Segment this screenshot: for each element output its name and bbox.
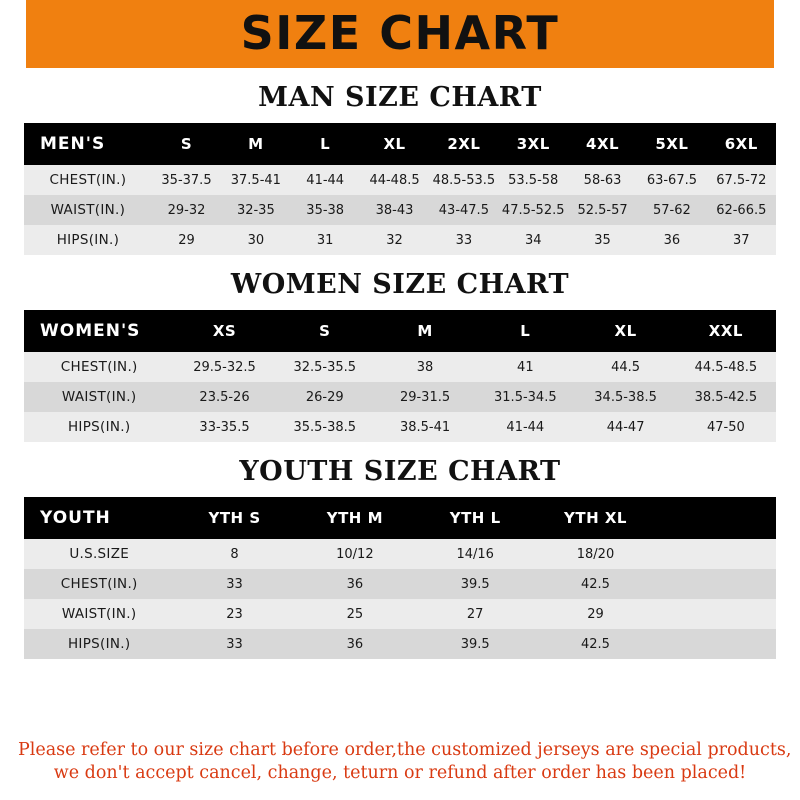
women-size-table — [24, 310, 776, 442]
banner-right-margin — [774, 0, 800, 68]
table-row — [24, 382, 776, 412]
men-waist-5xl: 57-62 — [653, 202, 691, 218]
youth-ussize-empty — [656, 539, 776, 569]
men-waist-6xl: 62-66.5 — [716, 202, 767, 218]
men-hips-6xl: 37 — [733, 232, 750, 248]
women-header-label: WOMEN'S — [24, 310, 174, 352]
table-row — [24, 412, 776, 442]
table-row — [24, 599, 776, 629]
table-row — [24, 352, 776, 382]
men-hips-s: 29 — [178, 232, 195, 248]
women-chest-xxl: 44.5-48.5 — [694, 359, 758, 375]
youth-hips-empty — [656, 629, 776, 659]
men-header-xl: XL — [360, 123, 429, 165]
youth-row-chest-label: CHEST(IN.) — [60, 576, 138, 592]
men-waist-l: 35-38 — [306, 202, 345, 218]
women-waist-xs: 23.5-26 — [199, 389, 250, 405]
men-row-waist-label: WAIST(IN.) — [50, 202, 126, 218]
men-waist-m: 32-35 — [236, 202, 275, 218]
youth-ussize-s: 8 — [230, 546, 239, 562]
men-header-2xl: 2XL — [429, 123, 498, 165]
table-header-row — [24, 497, 776, 539]
disclaimer-note — [0, 729, 800, 800]
men-header-s: S — [152, 123, 221, 165]
women-waist-s: 26-29 — [305, 389, 344, 405]
women-hips-xxl: 47-50 — [706, 419, 745, 435]
header-banner — [0, 0, 800, 68]
page-title: SIZE CHART — [240, 6, 560, 60]
women-header-s: S — [275, 310, 375, 352]
men-chest-6xl: 67.5-72 — [716, 172, 767, 188]
section-men — [0, 68, 800, 255]
men-hips-4xl: 35 — [594, 232, 611, 248]
men-waist-s: 29-32 — [167, 202, 206, 218]
women-hips-s: 35.5-38.5 — [293, 419, 357, 435]
youth-header-xl: YTH XL — [535, 497, 655, 539]
men-hips-5xl: 36 — [663, 232, 681, 248]
men-size-table — [24, 123, 776, 255]
youth-waist-xl: 29 — [587, 606, 604, 622]
women-chest-l: 41 — [517, 359, 534, 375]
men-chest-2xl: 48.5-53.5 — [432, 172, 496, 188]
table-row — [24, 165, 776, 195]
youth-ussize-xl: 18/20 — [576, 546, 615, 562]
youth-waist-empty — [656, 599, 776, 629]
men-hips-2xl: 33 — [455, 232, 473, 248]
section-title-youth: YOUTH SIZE CHART — [239, 456, 561, 487]
youth-hips-s: 33 — [226, 636, 243, 652]
women-waist-l: 31.5-34.5 — [494, 389, 557, 405]
women-waist-xl: 34.5-38.5 — [594, 389, 657, 405]
youth-row-hips-label: HIPS(IN.) — [67, 636, 131, 652]
men-chest-3xl: 53.5-58 — [508, 172, 559, 188]
men-header-label: MEN'S — [24, 123, 152, 165]
section-title-men: MAN SIZE CHART — [258, 82, 542, 113]
men-hips-xl: 32 — [386, 232, 403, 248]
men-header-6xl: 6XL — [707, 123, 776, 165]
youth-chest-xl: 42.5 — [581, 576, 610, 592]
men-chest-xl: 44-48.5 — [369, 172, 420, 188]
youth-header-label: YOUTH — [24, 497, 174, 539]
table-header-row — [24, 310, 776, 352]
youth-ussize-m: 10/12 — [336, 546, 374, 562]
men-row-chest-label: CHEST(IN.) — [49, 172, 127, 188]
youth-row-ussize-label: U.S.SIZE — [69, 546, 130, 562]
women-row-waist-label: WAIST(IN.) — [61, 389, 137, 405]
disclaimer-line-2: we don't accept cancel, change, teturn or refund after order has been placed! — [53, 763, 747, 784]
youth-chest-s: 33 — [226, 576, 243, 592]
men-chest-s: 35-37.5 — [161, 172, 212, 188]
table-row — [24, 539, 776, 569]
men-header-4xl: 4XL — [568, 123, 637, 165]
women-chest-xl: 44.5 — [611, 359, 641, 375]
women-chest-xs: 29.5-32.5 — [193, 359, 256, 375]
men-waist-3xl: 47.5-52.5 — [501, 202, 565, 218]
women-header-xl: XL — [575, 310, 675, 352]
men-chest-4xl: 58-63 — [583, 172, 622, 188]
men-waist-2xl: 43-47.5 — [438, 202, 489, 218]
table-row — [24, 195, 776, 225]
women-waist-xxl: 38.5-42.5 — [694, 389, 758, 405]
women-header-m: M — [375, 310, 475, 352]
youth-waist-s: 23 — [226, 606, 243, 622]
section-youth — [0, 442, 800, 659]
youth-chest-l: 39.5 — [460, 576, 490, 592]
youth-waist-m: 25 — [346, 606, 364, 622]
women-hips-xs: 33-35.5 — [199, 419, 250, 435]
youth-waist-l: 27 — [466, 606, 484, 622]
youth-chest-empty — [656, 569, 776, 599]
women-row-hips-label: HIPS(IN.) — [67, 419, 131, 435]
youth-header-m: YTH M — [295, 497, 415, 539]
table-header-row — [24, 123, 776, 165]
men-waist-4xl: 52.5-57 — [577, 202, 628, 218]
youth-header-s: YTH S — [174, 497, 294, 539]
youth-hips-m: 36 — [346, 636, 364, 652]
women-header-xxl: XXL — [676, 310, 776, 352]
men-chest-m: 37.5-41 — [230, 172, 281, 188]
women-hips-m: 38.5-41 — [399, 419, 451, 435]
men-header-m: M — [221, 123, 290, 165]
men-header-5xl: 5XL — [637, 123, 706, 165]
disclaimer-line-1: Please refer to our size chart before order,the customized jerseys are special products, — [18, 739, 792, 760]
women-chest-s: 32.5-35.5 — [293, 359, 357, 375]
table-row — [24, 629, 776, 659]
women-header-xs: XS — [174, 310, 274, 352]
women-hips-xl: 44-47 — [606, 419, 645, 435]
men-header-3xl: 3XL — [499, 123, 568, 165]
youth-chest-m: 36 — [346, 576, 364, 592]
men-hips-3xl: 34 — [524, 232, 542, 248]
table-row — [24, 225, 776, 255]
section-title-women: WOMEN SIZE CHART — [230, 269, 570, 300]
section-women — [0, 255, 800, 442]
men-waist-xl: 38-43 — [375, 202, 414, 218]
youth-header-empty — [656, 497, 776, 539]
banner-left-margin — [0, 0, 26, 68]
women-chest-m: 38 — [416, 359, 434, 375]
table-row — [24, 569, 776, 599]
men-row-hips-label: HIPS(IN.) — [56, 232, 120, 248]
men-header-l: L — [291, 123, 360, 165]
men-hips-m: 30 — [247, 232, 265, 248]
youth-ussize-l: 14/16 — [456, 546, 494, 562]
men-hips-l: 31 — [316, 232, 334, 248]
youth-hips-l: 39.5 — [460, 636, 490, 652]
women-row-chest-label: CHEST(IN.) — [60, 359, 138, 375]
women-hips-l: 41-44 — [506, 419, 545, 435]
youth-header-l: YTH L — [415, 497, 535, 539]
men-chest-l: 41-44 — [306, 172, 345, 188]
youth-row-waist-label: WAIST(IN.) — [61, 606, 137, 622]
youth-hips-xl: 42.5 — [581, 636, 610, 652]
women-waist-m: 29-31.5 — [399, 389, 451, 405]
women-header-l: L — [475, 310, 575, 352]
men-chest-5xl: 63-67.5 — [646, 172, 697, 188]
youth-size-table — [24, 497, 776, 659]
